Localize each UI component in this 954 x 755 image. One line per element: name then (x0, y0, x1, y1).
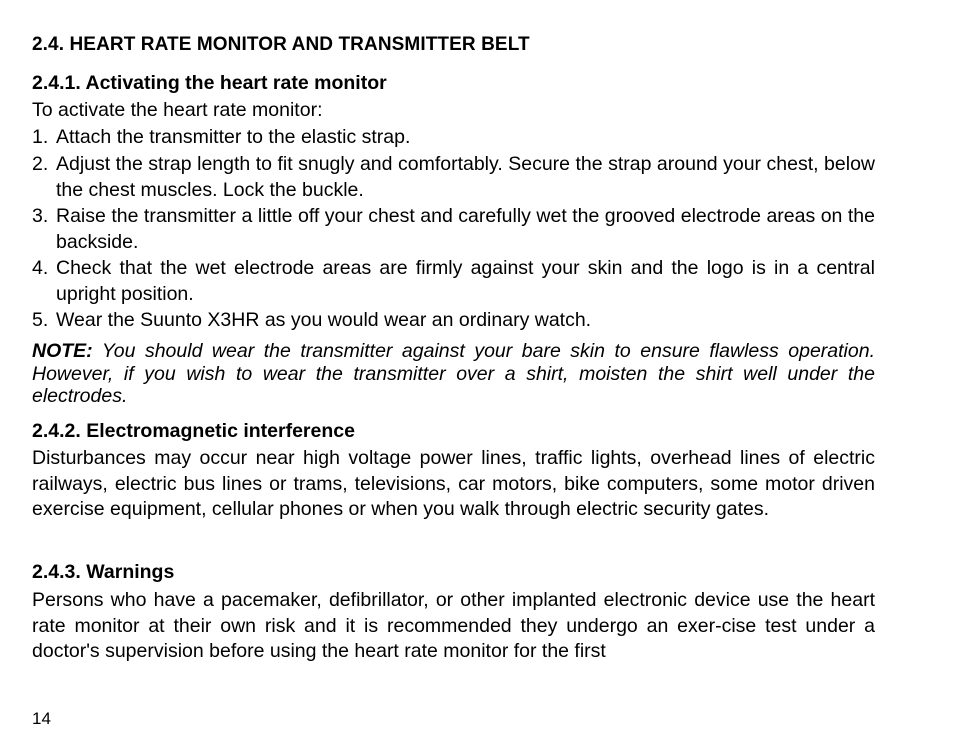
list-item (32, 256, 875, 307)
list-item (32, 125, 875, 151)
subsection-heading-activating: 2.4.1. Activating the heart rate monitor (32, 72, 387, 94)
activating-intro: To activate the heart rate monitor: (32, 99, 323, 121)
subsection-heading-warnings: 2.4.3. Warnings (32, 561, 175, 583)
list-item-text: Raise the transmitter a little off your chest and carefully wet the grooved electrode areas on the backside. (56, 205, 875, 253)
list-item-text: Wear the Suunto X3HR as you would wear an ordinary watch. (56, 309, 592, 331)
note-paragraph (32, 340, 875, 408)
interference-body: Disturbances may occur near high voltage power lines, traffic lights, overhead lines of electric railways, electric bus lines or trams, televisions, car motors, bike computers, some motor driven exercise equipment, cellular phones or when you walk through electric security gates. (32, 447, 875, 520)
list-item (32, 204, 875, 255)
note-text: You should wear the transmitter against your bare skin to ensure flawless operation. However, if you wish to wear the transmitter over a shirt, moisten the shirt well under the electrodes. (32, 340, 875, 407)
section-heading: 2.4. HEART RATE MONITOR AND TRANSMITTER BELT (32, 34, 530, 55)
page-number: 14 (32, 709, 51, 728)
list-item-number: 1. (32, 126, 49, 148)
list-item-text: Attach the transmitter to the elastic strap. (56, 126, 411, 148)
list-item-number: 3. (32, 205, 49, 227)
list-item (32, 152, 875, 203)
list-item-text: Check that the wet electrode areas are firmly against your skin and the logo is in a central upright position. (56, 257, 875, 305)
subsection-heading-interference: 2.4.2. Electromagnetic interference (32, 420, 355, 442)
warnings-body: Persons who have a pacemaker, defibrillator, or other implanted electronic device use the heart rate monitor at their own risk and it is recommended they undergo an exer-cise test under a doctor's supervision before using the heart rate monitor for the first (32, 589, 875, 662)
list-item-number: 4. (32, 257, 49, 279)
list-item-text: Adjust the strap length to fit snugly and comfortably. Secure the strap around your chest, below the chest muscles. Lock the buckle. (56, 153, 875, 201)
list-item-number: 2. (32, 153, 49, 175)
note-label: NOTE: (32, 340, 93, 362)
list-item (32, 308, 875, 334)
list-item-number: 5. (32, 309, 49, 331)
